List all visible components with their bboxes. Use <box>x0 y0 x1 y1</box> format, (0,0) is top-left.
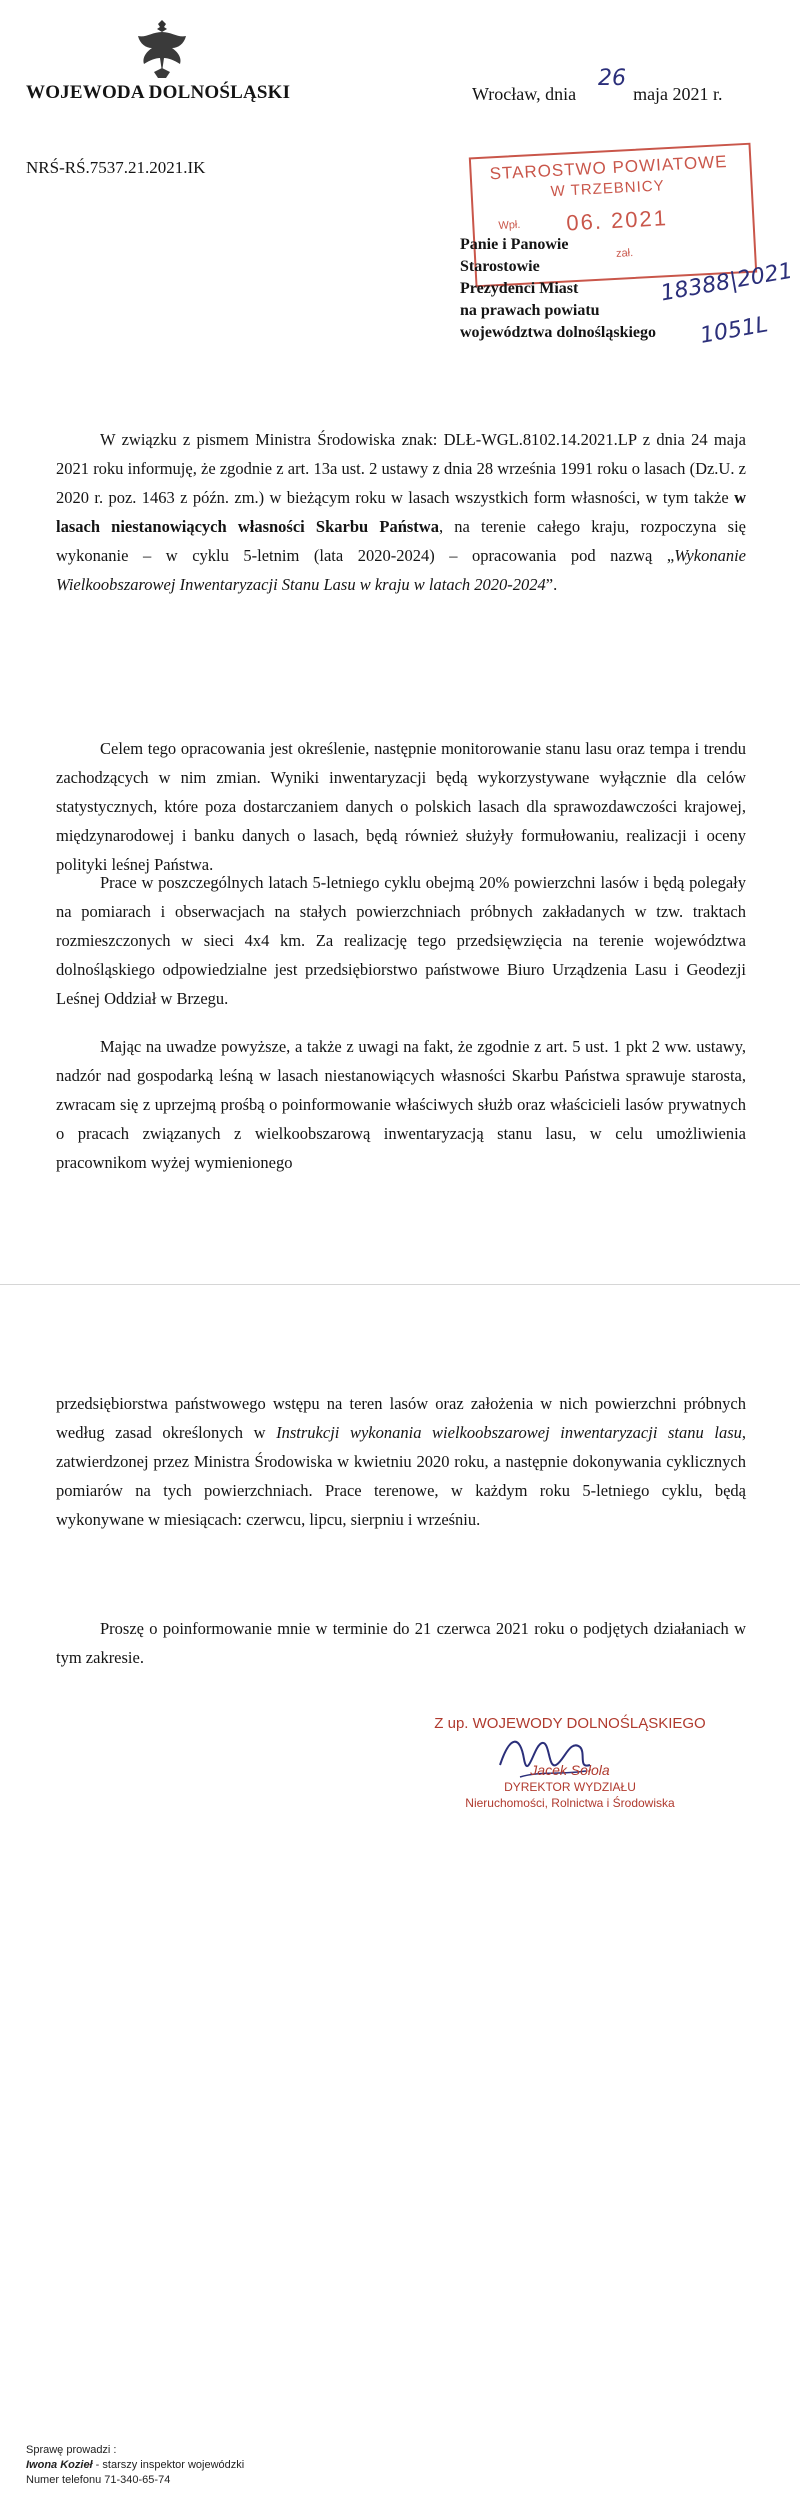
p1-italic-title: Wykonanie Wielkoobszarowej Inwentaryzacji Stanu Lasu w kraju w latach 2020-2024 <box>56 546 746 594</box>
eagle-emblem-icon <box>132 14 192 80</box>
footer-handler <box>26 2458 244 2473</box>
recipient-line: województwa dolnośląskiego <box>460 324 657 341</box>
recipient-line: Prezydenci Miast <box>460 280 579 297</box>
recipient-line: Panie i Panowie <box>460 236 569 253</box>
p5-italic-title: Instrukcji wykonania wielkoobszarowej inwentaryzacji stanu lasu <box>276 1423 742 1442</box>
p5-text-b: , zatwierdzonej przez Ministra Środowiska w kwietniu 2020 roku, a następnie dokonywania cyklicznych pomiarów na tych powierzchniach. Prace terenowe, w każdym roku 5-letniego cyklu, będą wykonywane w miesiącach: czerwcu, lipcu, sierpniu i wrześniu. <box>56 1423 746 1529</box>
p1-text-c: ”. <box>545 575 558 594</box>
paragraph-5 <box>56 1389 746 1534</box>
reference-number: NRŚ-RŚ.7537.21.2021.IK <box>26 158 206 177</box>
p3-text: Prace w poszczególnych latach 5-letniego cyklu obejmą 20% powierzchni lasów i będą polegały na pomiarach i obserwacjach na stałych powierzchniach próbnych zakładanych w tzw. traktach rozmieszczonych w sieci 4x4 km. Za realizację tego przedsięwzięcia na terenie województwa dolnośląskiego odpowiedzialne jest przedsiębiorstwo państwowe Biuro Urządzenia Lasu i Geodezji Leśnej Oddział w Brzegu. <box>56 873 746 1008</box>
date-suffix: maja 2021 r. <box>633 84 723 104</box>
signature-block <box>410 1715 730 1810</box>
signature-authority: Z up. WOJEWODY DOLNOŚLĄSKIEGO <box>434 1715 706 1732</box>
page-break-divider <box>0 1284 800 1285</box>
handwritten-registry-code: 1051L <box>698 312 770 349</box>
stamp-date: 06. 2021 <box>565 205 669 236</box>
footer-name: Iwona Kozieł <box>26 2459 93 2471</box>
stamp-zal-label: zał. <box>615 247 634 260</box>
p1-text-a: W związku z pismem Ministra Środowiska znak: DLŁ-WGL.8102.14.2021.LP z dnia 24 maja 2021 roku informuję, że zgodnie z art. 13a ust. 2 ustawy z dnia 28 września 1991 roku o lasach (Dz.U. z 2020 r. poz. 1463 z późn. zm.) w bieżącym roku w lasach wszystkich form własności, w tym także <box>56 430 746 507</box>
stamp-wpl-label: Wpł. <box>498 218 521 233</box>
footer-phone: Numer telefonu 71-340-65-74 <box>26 2474 171 2486</box>
date-prefix: Wrocław, dnia <box>472 84 577 104</box>
paragraph-1 <box>56 425 746 599</box>
p1-bold: w lasach niestanowiących własności Skarbu Państwa <box>56 488 746 536</box>
paragraph-3 <box>56 868 746 1013</box>
p2-text: Celem tego opracowania jest określenie, następnie monitorowanie stanu lasu oraz tempa i trendu zachodzących w nim zmian. Wyniki inwentaryzacji będą wykorzystywane wyłącznie dla celów statystycznych, które poza dostarczaniem danych o polskich lasach dla sprawozdawczości krajowej, międzynarodowej i banku danych o lasach, będą również służyły formułowaniu, realizacji i oceny polityki leśnej Państwa. <box>56 739 746 874</box>
recipient-line: Starostowie <box>460 258 540 275</box>
recipient-line: na prawach powiatu <box>460 302 600 319</box>
paragraph-2 <box>56 734 746 879</box>
footer-label: Sprawę prowadzi : <box>26 2444 117 2456</box>
recipient-block <box>460 234 656 344</box>
issuing-authority: WOJEWODA DOLNOŚLĄSKI <box>26 82 291 103</box>
date-day-handwritten: 26 <box>598 66 626 91</box>
p4-text: Mając na uwadze powyższe, a także z uwagi na fakt, że zgodnie z art. 5 ust. 1 pkt 2 ww. ustawy, nadzór nad gospodarką leśną w lasach niestanowiących własności Skarbu Państwa sprawuje starosta, zwracam się z uprzejmą prośbą o poinformowanie właściwych służb oraz właścicieli lasów prywatnych o pracach związanych z wielkoobszarową inwentaryzacją stanu lasu, w celu umożliwienia pracownikom wyżej wymienionego <box>56 1037 746 1172</box>
paragraph-6 <box>56 1614 746 1672</box>
stamp-line1: STAROSTWO POWIATOWE <box>489 151 728 184</box>
case-handler-footer <box>26 2443 244 2488</box>
signature-name: Jacek Sołola <box>530 1762 610 1778</box>
stamp-line2: W TRZEBNICY <box>550 177 666 201</box>
handwritten-registry-number: 18388|2021 <box>658 258 795 307</box>
p6-text: Proszę o poinformowanie mnie w terminie do 21 czerwca 2021 roku o podjętych działaniach w tym zakresie. <box>56 1619 746 1667</box>
signature-department: Nieruchomości, Rolnictwa i Środowiska <box>465 1796 675 1810</box>
footer-role: - starszy inspektor wojewódzki <box>92 2459 245 2471</box>
paragraph-4 <box>56 1032 746 1177</box>
p1-text-b: , na terenie całego kraju, rozpoczyna się wykonanie – w cyklu 5-letnim (lata 2020-2024) – opracowania pod nazwą „ <box>56 517 746 565</box>
p5-text-a: przedsiębiorstwa państwowego wstępu na teren lasów oraz założenia w nich powierzchni próbnych według zasad określonych w <box>56 1394 746 1442</box>
signature-title: DYREKTOR WYDZIAŁU <box>504 1780 636 1794</box>
